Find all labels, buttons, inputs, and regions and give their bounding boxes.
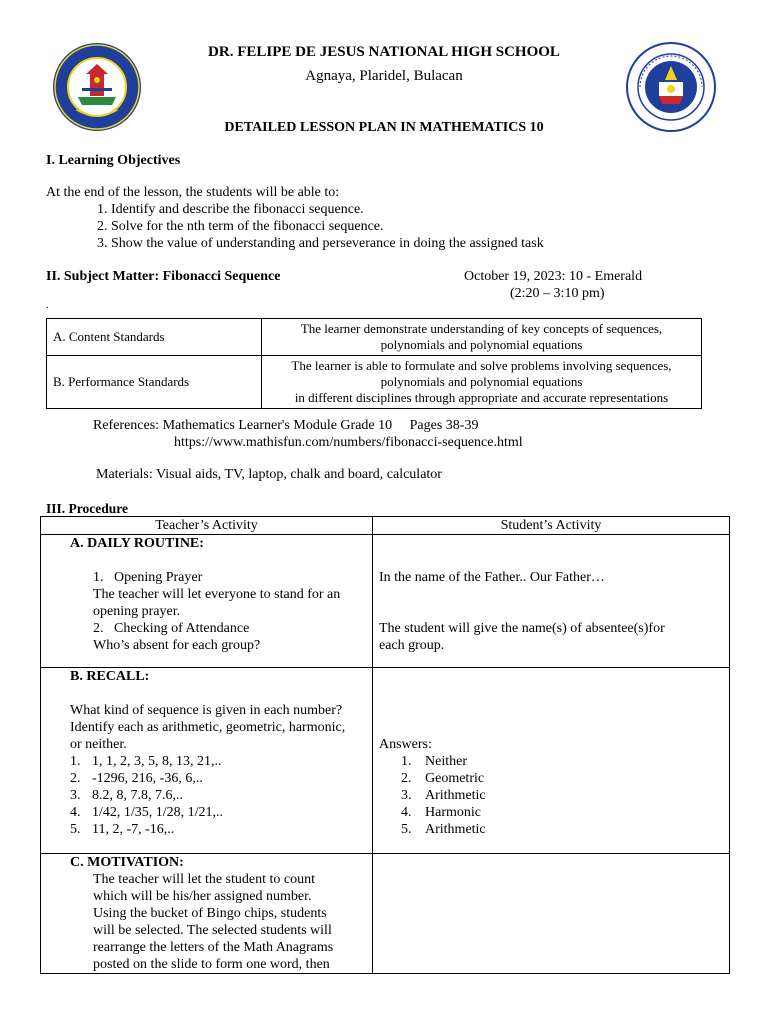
document-title: DETAILED LESSON PLAN IN MATHEMATICS 10 [224, 120, 544, 135]
list-item: 5. 11, 2, -7, -16,.. [70, 822, 175, 837]
daily-routine-student-cell [373, 535, 730, 668]
table-row [47, 356, 702, 409]
performance-standards-label: B. Performance Standards [47, 356, 262, 409]
list-item: 1. 1, 1, 2, 3, 5, 8, 13, 21,.. [70, 754, 222, 769]
objective-item: 1. Identify and describe the fibonacci sequence. [97, 202, 364, 217]
routine-item: 1. Opening Prayer [93, 570, 203, 585]
content-standards-text: The learner demonstrate understanding of key concepts of sequences, polynomials and polynomial equations [262, 319, 702, 356]
answers-label: Answers: [379, 737, 432, 752]
table-row [41, 854, 730, 974]
routine-item: 2. Checking of Attendance [93, 621, 250, 636]
table-header-row [41, 517, 730, 535]
list-item: 2. Geometric [401, 771, 485, 786]
student-prayer-response: In the name of the Father.. Our Father… [379, 570, 605, 585]
table-row [41, 535, 730, 668]
motivation-text: The teacher will let the student to count which will be his/her assigned number. Using the bucket of Bingo chips, students will be selected. The selected students will rearrange the letters of the Math Anagrams posted on the slide to form one word, then [93, 872, 334, 972]
recall-question: What kind of sequence is given in each number? Identify each as arithmetic, geometric, harmonic, or neither. [70, 703, 346, 752]
daily-routine-cell: A. DAILY ROUTINE: 1. Opening Prayer The teacher will let everyone to stand for an opening prayer. 2. Checking of Attendance Who’s absent for each group? [41, 535, 373, 668]
list-item: 3. Arithmetic [401, 788, 486, 803]
performance-standards-text: The learner is able to formulate and solve problems involving sequences, polynomials and polynomial equations in different disciplines through appropriate and accurate representations [262, 356, 702, 409]
lesson-date: October 19, 2023: 10 - Emerald [464, 269, 643, 284]
recall-title: B. RECALL: [70, 669, 150, 684]
student-activity-header: Student’s Activity [373, 517, 730, 535]
motivation-title: C. MOTIVATION: [70, 855, 184, 870]
objective-item: 3. Show the value of understanding and perseverance in doing the assigned task [97, 236, 544, 251]
references-url: https://www.mathisfun.com/numbers/fibonacci-sequence.html [174, 435, 523, 450]
school-address: Agnaya, Plaridel, Bulacan [305, 68, 463, 84]
list-item: 2. -1296, 216, -36, 6,.. [70, 771, 203, 786]
list-item: 4. 1/42, 1/35, 1/28, 1/21,.. [70, 805, 224, 820]
objectives-heading: I. Learning Objectives [46, 153, 181, 168]
procedure-table [40, 516, 730, 974]
motivation-student-cell [373, 854, 730, 974]
materials-line: Materials: Visual aids, TV, laptop, chalk and board, calculator [96, 467, 442, 482]
objectives-intro: At the end of the lesson, the students will be able to: [46, 185, 340, 200]
answers-list [379, 753, 723, 838]
recall-student-cell [373, 668, 730, 854]
procedure-heading: III. Procedure [46, 501, 128, 516]
table-row [41, 668, 730, 854]
daily-routine-title: A. DAILY ROUTINE: [70, 536, 204, 551]
objectives-list [97, 201, 544, 252]
list-item: 4. Harmonic [401, 805, 481, 820]
subject-heading: II. Subject Matter: Fibonacci Sequence [46, 269, 281, 284]
content-standards-label: A. Content Standards [47, 319, 262, 356]
school-name: DR. FELIPE DE JESUS NATIONAL HIGH SCHOOL [208, 44, 560, 60]
objective-item: 2. Solve for the nth term of the fibonacci sequence. [97, 219, 384, 234]
list-item: 5. Arithmetic [401, 822, 486, 837]
stray-dot: . [46, 300, 49, 311]
teacher-activity-header: Teacher’s Activity [41, 517, 373, 535]
lesson-time: (2:20 – 3:10 pm) [510, 286, 605, 301]
standards-table [46, 318, 702, 409]
list-item: 3. 8.2, 8, 7.8, 7.6,.. [70, 788, 183, 803]
references-line: References: Mathematics Learner's Module Grade 10 Pages 38-39 [93, 418, 479, 433]
student-attendance-response: The student will give the name(s) of absentee(s)for each group. [379, 621, 665, 653]
motivation-cell [41, 854, 373, 974]
recall-cell [41, 668, 373, 854]
list-item: 1. Neither [401, 754, 467, 769]
recall-items [47, 753, 366, 838]
table-row [47, 319, 702, 356]
